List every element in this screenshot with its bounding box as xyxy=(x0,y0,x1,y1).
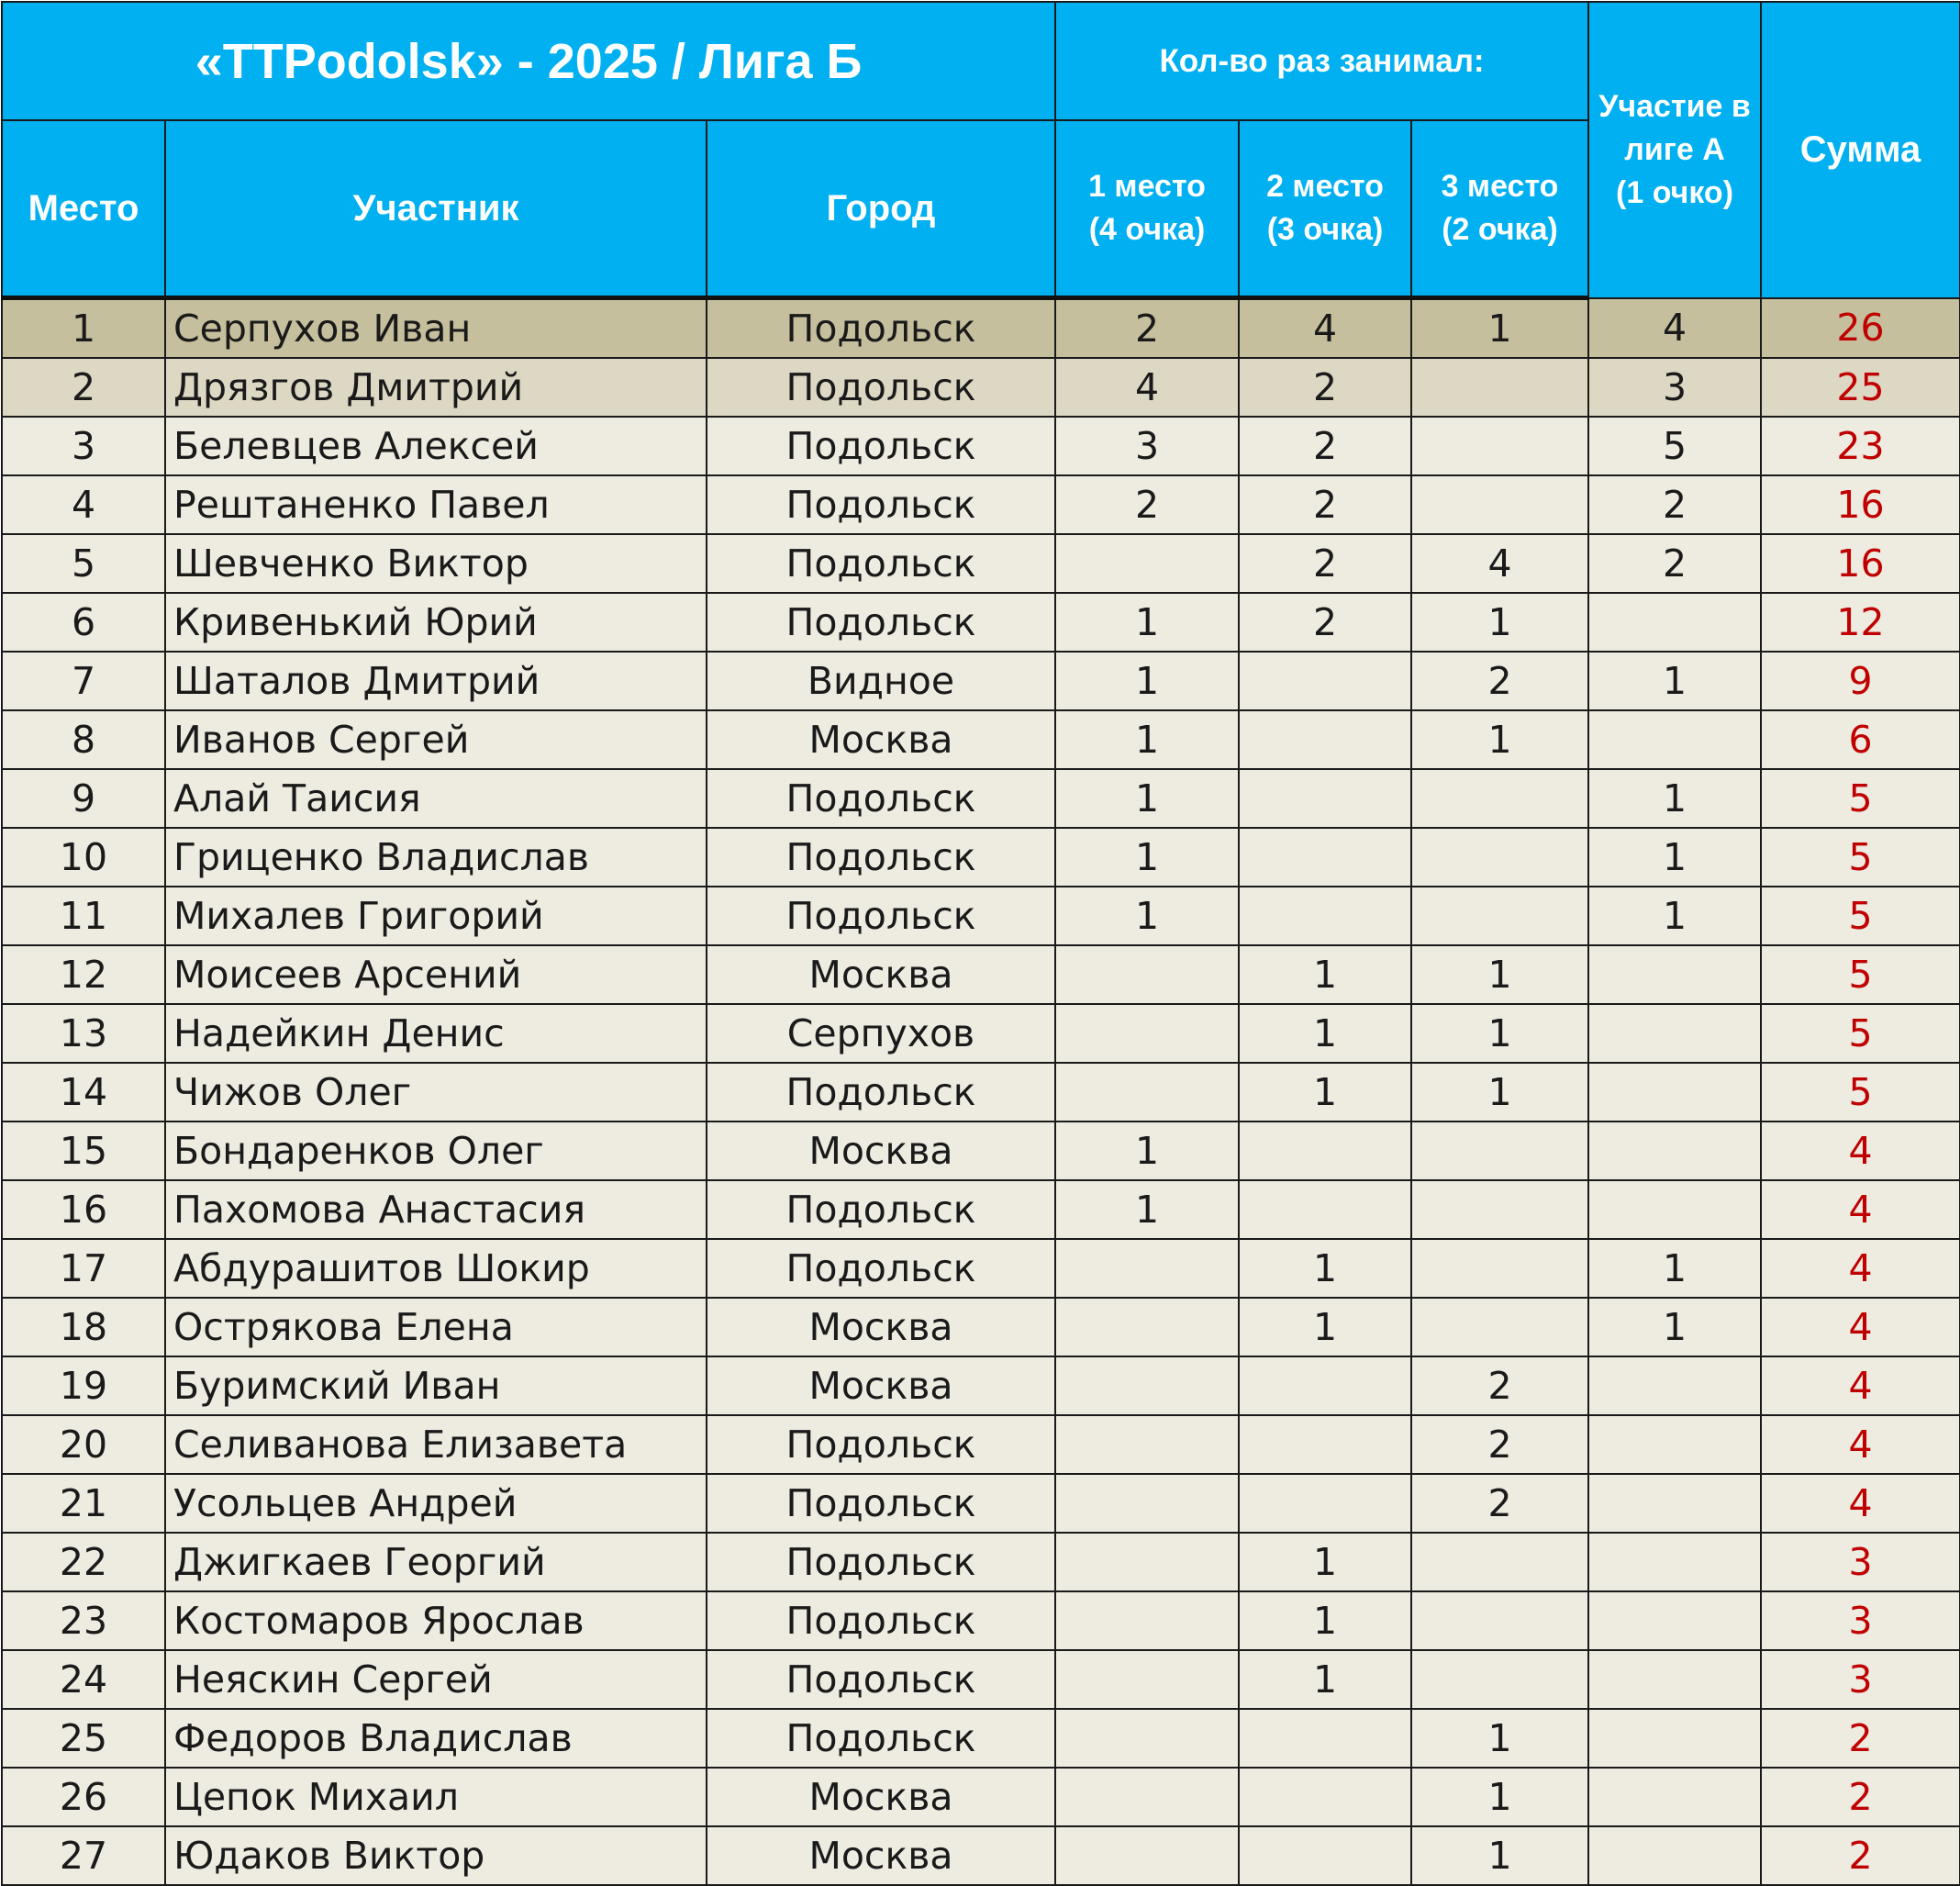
league-a-cell xyxy=(1588,1826,1761,1885)
table-row xyxy=(2,887,1960,945)
third-place-cell xyxy=(1411,1298,1588,1356)
first-place-cell: 1 xyxy=(1055,1180,1239,1239)
table-row xyxy=(2,534,1960,593)
sum-cell: 5 xyxy=(1761,828,1960,887)
table-row xyxy=(2,1533,1960,1591)
place-cell: 1 xyxy=(2,298,165,359)
table-row xyxy=(2,652,1960,710)
first-place-cell: 1 xyxy=(1055,593,1239,652)
league-a-cell xyxy=(1588,1415,1761,1474)
second-place-cell: 1 xyxy=(1239,1298,1411,1356)
city-cell: Подольск xyxy=(707,298,1055,359)
sum-cell: 2 xyxy=(1761,1768,1960,1826)
place-cell: 14 xyxy=(2,1063,165,1122)
table-row xyxy=(2,593,1960,652)
participant-cell: Чижов Олег xyxy=(165,1063,707,1122)
sum-cell: 4 xyxy=(1761,1122,1960,1180)
place-cell: 25 xyxy=(2,1709,165,1768)
table-row xyxy=(2,1709,1960,1768)
table-row xyxy=(2,1239,1960,1298)
city-cell: Подольск xyxy=(707,887,1055,945)
third-place-cell: 1 xyxy=(1411,710,1588,769)
sum-cell: 4 xyxy=(1761,1180,1960,1239)
city-cell: Подольск xyxy=(707,769,1055,828)
table-row xyxy=(2,1180,1960,1239)
second-place-cell: 4 xyxy=(1239,298,1411,359)
participant-cell: Белевцев Алексей xyxy=(165,417,707,475)
sum-cell: 4 xyxy=(1761,1239,1960,1298)
third-place-cell: 1 xyxy=(1411,1826,1588,1885)
place-cell: 26 xyxy=(2,1768,165,1826)
participant-cell: Гриценко Владислав xyxy=(165,828,707,887)
second-place-cell: 1 xyxy=(1239,1004,1411,1063)
third-place-header-line2: (2 очка) xyxy=(1442,212,1558,247)
city-cell: Подольск xyxy=(707,1415,1055,1474)
city-cell: Подольск xyxy=(707,1591,1055,1650)
second-place-cell: 2 xyxy=(1239,417,1411,475)
first-place-cell: 3 xyxy=(1055,417,1239,475)
participant-cell: Надейкин Денис xyxy=(165,1004,707,1063)
sum-cell: 25 xyxy=(1761,358,1960,417)
participant-cell: Буримский Иван xyxy=(165,1356,707,1415)
league-a-cell: 1 xyxy=(1588,769,1761,828)
place-cell: 7 xyxy=(2,652,165,710)
participant-cell: Шевченко Виктор xyxy=(165,534,707,593)
city-cell: Подольск xyxy=(707,1063,1055,1122)
first-place-cell xyxy=(1055,1356,1239,1415)
table-row xyxy=(2,1122,1960,1180)
second-place-cell: 1 xyxy=(1239,1533,1411,1591)
first-place-cell: 1 xyxy=(1055,652,1239,710)
first-place-cell: 2 xyxy=(1055,475,1239,534)
participant-cell: Бондаренков Олег xyxy=(165,1122,707,1180)
first-place-cell: 1 xyxy=(1055,769,1239,828)
sum-cell: 2 xyxy=(1761,1826,1960,1885)
second-place-cell xyxy=(1239,1826,1411,1885)
sum-cell: 16 xyxy=(1761,475,1960,534)
place-cell: 17 xyxy=(2,1239,165,1298)
city-header: Город xyxy=(707,120,1055,298)
first-place-cell xyxy=(1055,1591,1239,1650)
city-cell: Подольск xyxy=(707,417,1055,475)
sum-cell: 5 xyxy=(1761,1004,1960,1063)
league-a-cell: 1 xyxy=(1588,1298,1761,1356)
table-row xyxy=(2,710,1960,769)
sum-cell: 4 xyxy=(1761,1356,1960,1415)
participant-header: Участник xyxy=(165,120,707,298)
league-a-cell xyxy=(1588,1768,1761,1826)
second-place-header-line1: 2 место xyxy=(1266,169,1384,204)
third-place-cell xyxy=(1411,828,1588,887)
place-cell: 10 xyxy=(2,828,165,887)
second-place-cell xyxy=(1239,1415,1411,1474)
first-place-cell xyxy=(1055,534,1239,593)
participant-cell: Рештаненко Павел xyxy=(165,475,707,534)
city-cell: Серпухов xyxy=(707,1004,1055,1063)
place-cell: 2 xyxy=(2,358,165,417)
city-cell: Подольск xyxy=(707,1709,1055,1768)
participant-cell: Моисеев Арсений xyxy=(165,945,707,1004)
third-place-cell xyxy=(1411,769,1588,828)
standings-table xyxy=(1,1,1960,1886)
first-place-header-line1: 1 место xyxy=(1088,169,1206,204)
third-place-cell: 2 xyxy=(1411,1356,1588,1415)
participant-cell: Алай Таисия xyxy=(165,769,707,828)
third-place-cell xyxy=(1411,1239,1588,1298)
participant-cell: Джигкаев Георгий xyxy=(165,1533,707,1591)
participant-cell: Острякова Елена xyxy=(165,1298,707,1356)
third-place-cell xyxy=(1411,358,1588,417)
league-a-cell xyxy=(1588,1709,1761,1768)
sum-cell: 5 xyxy=(1761,887,1960,945)
second-place-cell: 1 xyxy=(1239,945,1411,1004)
participant-cell: Михалев Григорий xyxy=(165,887,707,945)
sum-header: Сумма xyxy=(1761,2,1960,298)
place-cell: 20 xyxy=(2,1415,165,1474)
place-cell: 23 xyxy=(2,1591,165,1650)
league-a-cell: 3 xyxy=(1588,358,1761,417)
first-place-cell: 1 xyxy=(1055,1122,1239,1180)
place-cell: 22 xyxy=(2,1533,165,1591)
placements-group-header: Кол-во раз занимал: xyxy=(1055,2,1588,120)
second-place-cell xyxy=(1239,1180,1411,1239)
sum-cell: 23 xyxy=(1761,417,1960,475)
second-place-cell xyxy=(1239,652,1411,710)
city-cell: Подольск xyxy=(707,828,1055,887)
table-row xyxy=(2,298,1960,359)
league-a-header-line2: лиге А xyxy=(1624,131,1725,167)
city-cell: Подольск xyxy=(707,593,1055,652)
sum-cell: 5 xyxy=(1761,769,1960,828)
place-cell: 4 xyxy=(2,475,165,534)
table-row xyxy=(2,1298,1960,1356)
table-body xyxy=(2,298,1960,1886)
first-place-cell xyxy=(1055,945,1239,1004)
third-place-cell xyxy=(1411,1180,1588,1239)
second-place-cell xyxy=(1239,1709,1411,1768)
participant-cell: Пахомова Анастасия xyxy=(165,1180,707,1239)
league-a-cell xyxy=(1588,1122,1761,1180)
second-place-cell xyxy=(1239,769,1411,828)
place-cell: 12 xyxy=(2,945,165,1004)
place-header: Место xyxy=(2,120,165,298)
first-place-cell xyxy=(1055,1063,1239,1122)
first-place-cell xyxy=(1055,1826,1239,1885)
city-cell: Москва xyxy=(707,945,1055,1004)
first-place-cell xyxy=(1055,1768,1239,1826)
city-cell: Москва xyxy=(707,1356,1055,1415)
first-place-header-line2: (4 очка) xyxy=(1088,212,1206,247)
table-row xyxy=(2,1591,1960,1650)
place-cell: 5 xyxy=(2,534,165,593)
second-place-cell xyxy=(1239,1768,1411,1826)
third-place-cell: 4 xyxy=(1411,534,1588,593)
participant-cell: Серпухов Иван xyxy=(165,298,707,359)
second-place-header xyxy=(1239,120,1411,298)
league-a-cell xyxy=(1588,1591,1761,1650)
league-a-cell: 5 xyxy=(1588,417,1761,475)
city-cell: Подольск xyxy=(707,475,1055,534)
first-place-cell xyxy=(1055,1239,1239,1298)
league-a-cell: 1 xyxy=(1588,828,1761,887)
league-a-cell xyxy=(1588,1356,1761,1415)
league-a-cell xyxy=(1588,945,1761,1004)
second-place-cell: 2 xyxy=(1239,534,1411,593)
sum-cell: 2 xyxy=(1761,1709,1960,1768)
league-a-cell: 1 xyxy=(1588,652,1761,710)
third-place-header xyxy=(1411,120,1588,298)
third-place-cell xyxy=(1411,417,1588,475)
table-row xyxy=(2,1768,1960,1826)
third-place-cell: 1 xyxy=(1411,1004,1588,1063)
city-cell: Подольск xyxy=(707,1650,1055,1709)
second-place-cell: 1 xyxy=(1239,1063,1411,1122)
city-cell: Москва xyxy=(707,1826,1055,1885)
first-place-cell: 1 xyxy=(1055,710,1239,769)
participant-cell: Усольцев Андрей xyxy=(165,1474,707,1533)
first-place-cell xyxy=(1055,1709,1239,1768)
city-cell: Москва xyxy=(707,1122,1055,1180)
league-a-cell xyxy=(1588,1650,1761,1709)
participant-cell: Федоров Владислав xyxy=(165,1709,707,1768)
sum-cell: 6 xyxy=(1761,710,1960,769)
third-place-cell xyxy=(1411,1591,1588,1650)
sum-cell: 4 xyxy=(1761,1415,1960,1474)
participant-cell: Селиванова Елизавета xyxy=(165,1415,707,1474)
table-row xyxy=(2,358,1960,417)
first-place-cell xyxy=(1055,1474,1239,1533)
league-a-cell xyxy=(1588,1004,1761,1063)
place-cell: 9 xyxy=(2,769,165,828)
participant-cell: Абдурашитов Шокир xyxy=(165,1239,707,1298)
league-a-cell: 1 xyxy=(1588,887,1761,945)
first-place-cell: 4 xyxy=(1055,358,1239,417)
league-a-cell: 1 xyxy=(1588,1239,1761,1298)
third-place-cell xyxy=(1411,887,1588,945)
participant-cell: Кривенький Юрий xyxy=(165,593,707,652)
table-row xyxy=(2,1415,1960,1474)
city-cell: Видное xyxy=(707,652,1055,710)
first-place-cell: 1 xyxy=(1055,828,1239,887)
second-place-cell: 2 xyxy=(1239,358,1411,417)
league-a-cell: 4 xyxy=(1588,298,1761,359)
place-cell: 24 xyxy=(2,1650,165,1709)
participant-cell: Шаталов Дмитрий xyxy=(165,652,707,710)
second-place-cell: 2 xyxy=(1239,475,1411,534)
sum-cell: 16 xyxy=(1761,534,1960,593)
league-a-cell: 2 xyxy=(1588,534,1761,593)
place-cell: 27 xyxy=(2,1826,165,1885)
second-place-cell: 2 xyxy=(1239,593,1411,652)
second-place-cell xyxy=(1239,828,1411,887)
sum-cell: 5 xyxy=(1761,945,1960,1004)
second-place-cell xyxy=(1239,710,1411,769)
city-cell: Москва xyxy=(707,1298,1055,1356)
participant-cell: Цепок Михаил xyxy=(165,1768,707,1826)
place-cell: 6 xyxy=(2,593,165,652)
sum-cell: 5 xyxy=(1761,1063,1960,1122)
third-place-cell: 1 xyxy=(1411,1768,1588,1826)
sum-cell: 3 xyxy=(1761,1591,1960,1650)
place-cell: 8 xyxy=(2,710,165,769)
second-place-cell: 1 xyxy=(1239,1239,1411,1298)
league-a-cell: 2 xyxy=(1588,475,1761,534)
table-title: «TTPodolsk» - 2025 / Лига Б xyxy=(2,2,1055,120)
league-a-cell xyxy=(1588,1180,1761,1239)
city-cell: Подольск xyxy=(707,1239,1055,1298)
city-cell: Москва xyxy=(707,710,1055,769)
place-cell: 21 xyxy=(2,1474,165,1533)
first-place-header xyxy=(1055,120,1239,298)
league-a-cell xyxy=(1588,710,1761,769)
third-place-cell xyxy=(1411,475,1588,534)
place-cell: 11 xyxy=(2,887,165,945)
place-cell: 16 xyxy=(2,1180,165,1239)
city-cell: Подольск xyxy=(707,1180,1055,1239)
participant-cell: Юдаков Виктор xyxy=(165,1826,707,1885)
place-cell: 3 xyxy=(2,417,165,475)
sum-cell: 3 xyxy=(1761,1650,1960,1709)
second-place-header-line2: (3 очка) xyxy=(1266,212,1384,247)
table-row xyxy=(2,417,1960,475)
second-place-cell: 1 xyxy=(1239,1591,1411,1650)
city-cell: Подольск xyxy=(707,1533,1055,1591)
league-a-header-line3: (1 очко) xyxy=(1616,174,1734,210)
table-row xyxy=(2,1004,1960,1063)
place-cell: 18 xyxy=(2,1298,165,1356)
participant-cell: Костомаров Ярослав xyxy=(165,1591,707,1650)
second-place-cell xyxy=(1239,1474,1411,1533)
first-place-cell: 1 xyxy=(1055,887,1239,945)
league-a-header-line1: Участие в xyxy=(1598,88,1751,124)
table-header xyxy=(2,2,1960,298)
first-place-cell: 2 xyxy=(1055,298,1239,359)
place-cell: 13 xyxy=(2,1004,165,1063)
second-place-cell xyxy=(1239,1122,1411,1180)
second-place-cell: 1 xyxy=(1239,1650,1411,1709)
table-row xyxy=(2,475,1960,534)
third-place-cell: 2 xyxy=(1411,1415,1588,1474)
third-place-header-line1: 3 место xyxy=(1441,169,1559,204)
third-place-cell: 1 xyxy=(1411,945,1588,1004)
sum-cell: 3 xyxy=(1761,1533,1960,1591)
place-cell: 19 xyxy=(2,1356,165,1415)
third-place-cell xyxy=(1411,1122,1588,1180)
first-place-cell xyxy=(1055,1298,1239,1356)
city-cell: Подольск xyxy=(707,534,1055,593)
third-place-cell: 1 xyxy=(1411,593,1588,652)
second-place-cell xyxy=(1239,1356,1411,1415)
league-a-header xyxy=(1588,2,1761,298)
city-cell: Подольск xyxy=(707,358,1055,417)
place-cell: 15 xyxy=(2,1122,165,1180)
third-place-cell: 1 xyxy=(1411,1709,1588,1768)
first-place-cell xyxy=(1055,1415,1239,1474)
league-a-cell xyxy=(1588,1063,1761,1122)
table-row xyxy=(2,945,1960,1004)
sum-cell: 26 xyxy=(1761,298,1960,359)
table-row xyxy=(2,769,1960,828)
third-place-cell: 1 xyxy=(1411,298,1588,359)
second-place-cell xyxy=(1239,887,1411,945)
first-place-cell xyxy=(1055,1650,1239,1709)
table-row xyxy=(2,1356,1960,1415)
table-row xyxy=(2,828,1960,887)
table-row xyxy=(2,1826,1960,1885)
league-a-cell xyxy=(1588,1474,1761,1533)
sum-cell: 4 xyxy=(1761,1474,1960,1533)
third-place-cell: 2 xyxy=(1411,1474,1588,1533)
third-place-cell: 2 xyxy=(1411,652,1588,710)
sum-cell: 4 xyxy=(1761,1298,1960,1356)
table-row xyxy=(2,1063,1960,1122)
league-a-cell xyxy=(1588,1533,1761,1591)
participant-cell: Неяскин Сергей xyxy=(165,1650,707,1709)
city-cell: Москва xyxy=(707,1768,1055,1826)
participant-cell: Иванов Сергей xyxy=(165,710,707,769)
sum-cell: 9 xyxy=(1761,652,1960,710)
third-place-cell xyxy=(1411,1650,1588,1709)
table-row xyxy=(2,1474,1960,1533)
city-cell: Подольск xyxy=(707,1474,1055,1533)
sum-cell: 12 xyxy=(1761,593,1960,652)
third-place-cell: 1 xyxy=(1411,1063,1588,1122)
third-place-cell xyxy=(1411,1533,1588,1591)
league-a-cell xyxy=(1588,593,1761,652)
first-place-cell xyxy=(1055,1004,1239,1063)
table-row xyxy=(2,1650,1960,1709)
participant-cell: Дрязгов Дмитрий xyxy=(165,358,707,417)
first-place-cell xyxy=(1055,1533,1239,1591)
